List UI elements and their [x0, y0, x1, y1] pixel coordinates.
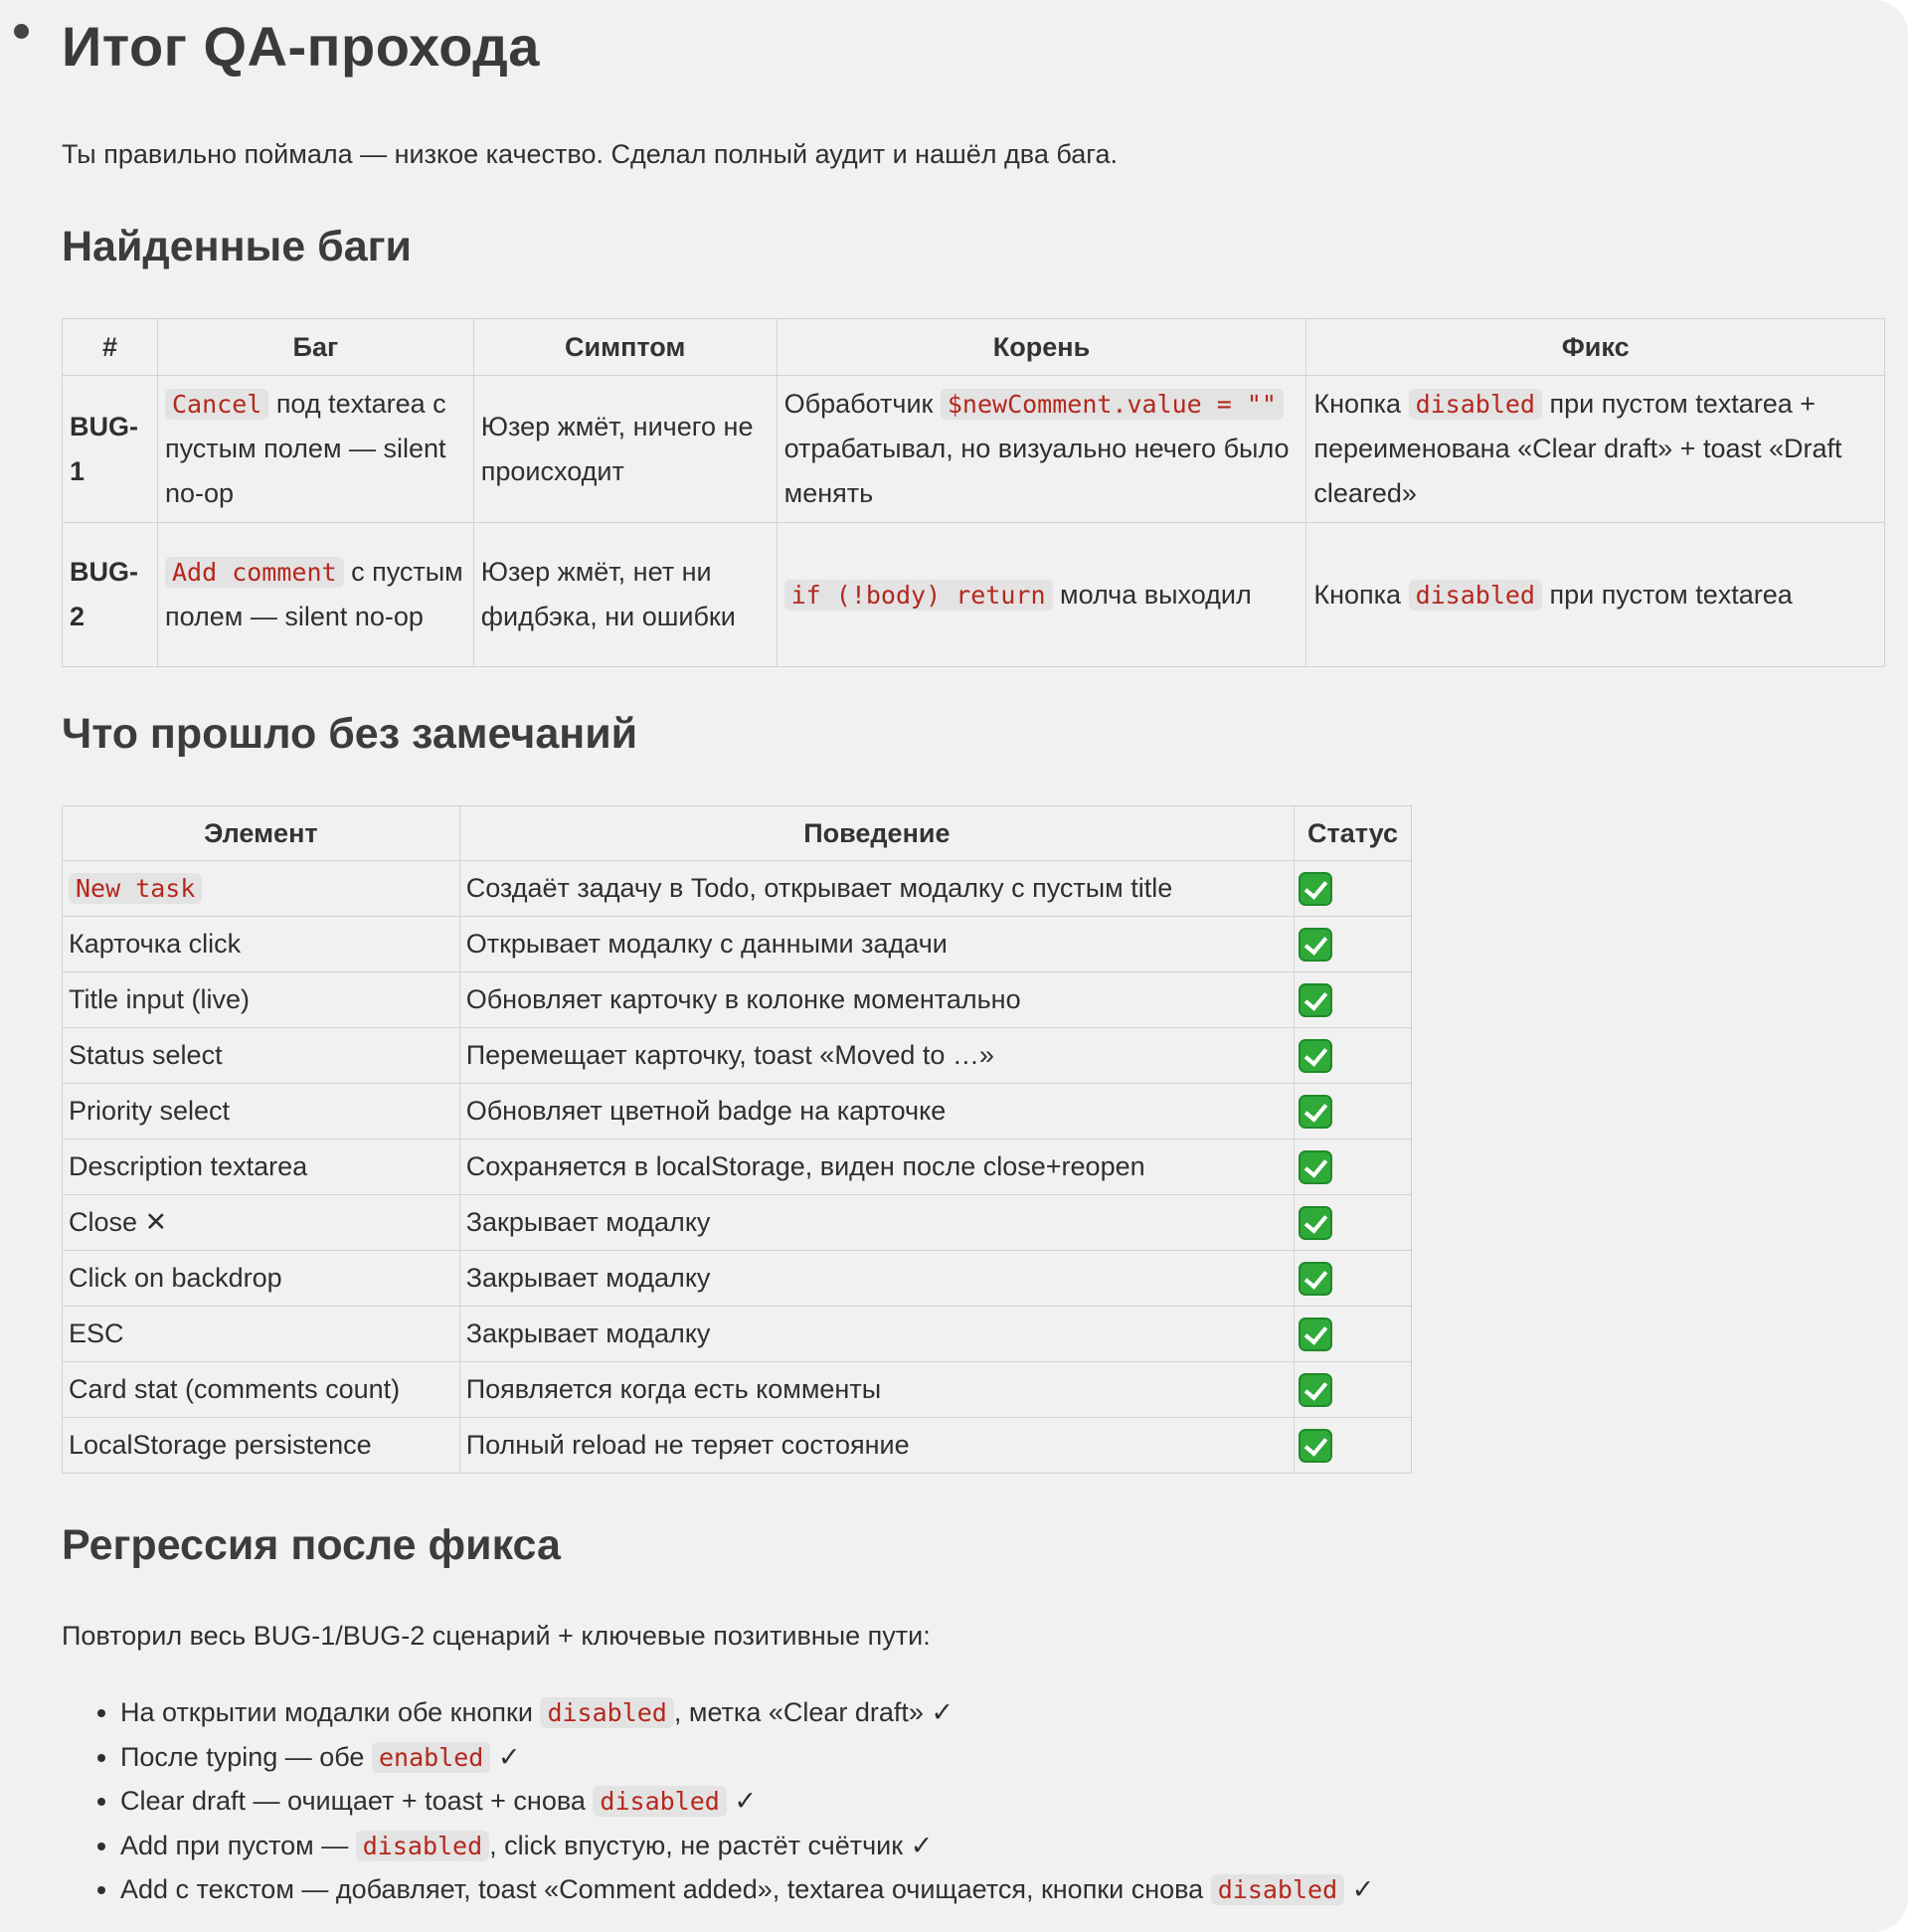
status-cell	[1295, 1084, 1412, 1140]
inline-code: disabled	[1409, 389, 1542, 420]
table-row	[63, 523, 1885, 667]
behavior-cell: Полный reload не теряет состояние	[459, 1418, 1294, 1474]
table-row	[63, 972, 1412, 1028]
status-cell	[1295, 1028, 1412, 1084]
header-cell: Элемент	[63, 806, 460, 861]
check-mark-icon	[1299, 1262, 1332, 1296]
check-mark-icon	[1299, 1429, 1332, 1463]
element-cell: Description textarea	[63, 1140, 460, 1195]
list-item-text: На открытии модалки обе кнопки	[120, 1697, 533, 1727]
list-item-text: После typing — обе	[120, 1741, 365, 1772]
root-text: Обработчик	[783, 389, 934, 419]
root-cell	[777, 376, 1306, 523]
check-mark-icon	[1299, 1039, 1332, 1073]
element-cell: Priority select	[63, 1084, 460, 1140]
element-cell: LocalStorage persistence	[63, 1418, 460, 1474]
behavior-cell: Закрывает модалку	[459, 1195, 1294, 1251]
behavior-cell: Закрывает модалку	[459, 1251, 1294, 1307]
behavior-cell: Появляется когда есть комменты	[459, 1362, 1294, 1418]
bug-text: с пустым полем — silent no-op	[164, 557, 463, 631]
header-cell: #	[63, 319, 158, 376]
element-cell: Title input (live)	[63, 972, 460, 1028]
fix-cell	[1306, 376, 1885, 523]
list-item	[120, 1779, 1374, 1824]
status-cell	[1295, 972, 1412, 1028]
bug-id: BUG-2	[63, 523, 158, 667]
list-item-text: ✓	[490, 1741, 521, 1772]
inline-code: New task	[69, 873, 202, 904]
inline-code: disabled	[1409, 580, 1542, 611]
bug-cell	[157, 376, 473, 523]
check-mark-icon	[1299, 1373, 1332, 1407]
inline-code: disabled	[593, 1786, 726, 1817]
header-cell: Симптом	[473, 319, 777, 376]
element-cell: Close ✕	[63, 1195, 460, 1251]
list-item-text: , метка «Clear draft» ✓	[673, 1697, 954, 1727]
symptom-cell: Юзер жмёт, нет ни фидбэка, ни ошибки	[473, 523, 777, 667]
list-item-text: Add при пустом —	[120, 1830, 349, 1860]
header-cell: Корень	[777, 319, 1306, 376]
behavior-cell: Обновляет карточку в колонке моментально	[459, 972, 1294, 1028]
list-item	[120, 1735, 1374, 1780]
status-cell	[1295, 1251, 1412, 1307]
check-mark-icon	[1299, 872, 1332, 906]
list-item	[120, 1824, 1374, 1868]
status-cell	[1295, 917, 1412, 972]
element-cell: Карточка click	[63, 917, 460, 972]
behavior-cell: Создаёт задачу в Todo, открывает модалку с пустым title	[459, 861, 1294, 917]
inline-code: disabled	[540, 1697, 673, 1728]
inline-code: enabled	[372, 1742, 490, 1773]
inline-code: disabled	[1211, 1874, 1344, 1905]
bug-cell	[157, 523, 473, 667]
list-item-text: Clear draft — очищает + toast + снова	[120, 1786, 586, 1816]
fix-text: Кнопка	[1313, 579, 1402, 610]
inline-code: $newComment.value = ""	[941, 389, 1284, 420]
table-row	[63, 376, 1885, 523]
regression-intro: Повторил весь BUG-1/BUG-2 сценарий + ключевые позитивные пути:	[62, 1621, 931, 1651]
passed-heading: Что прошло без замечаний	[62, 710, 638, 758]
status-cell	[1295, 1140, 1412, 1195]
element-cell: Status select	[63, 1028, 460, 1084]
element-cell: ESC	[63, 1307, 460, 1362]
list-item-text: Add с текстом — добавляет, toast «Comment added», textarea очищается, кнопки снова	[120, 1874, 1204, 1904]
table-row	[63, 1307, 1412, 1362]
header-cell: Статус	[1295, 806, 1412, 861]
root-text: молча выходил	[1060, 579, 1252, 610]
table-row	[63, 1362, 1412, 1418]
check-mark-icon	[1299, 928, 1332, 962]
header-cell: Фикс	[1306, 319, 1885, 376]
check-mark-icon	[1299, 983, 1332, 1017]
fix-text: при пустом textarea + переименована «Clear draft» + toast «Draft cleared»	[1313, 389, 1842, 508]
status-cell	[1295, 1362, 1412, 1418]
bullet-dot-icon	[14, 24, 29, 39]
table-row	[63, 1140, 1412, 1195]
check-mark-icon	[1299, 1095, 1332, 1129]
status-cell	[1295, 1418, 1412, 1474]
passed-table-header	[63, 806, 1412, 861]
regression-heading: Регрессия после фикса	[62, 1521, 561, 1569]
status-cell	[1295, 1195, 1412, 1251]
element-cell: Click on backdrop	[63, 1251, 460, 1307]
status-cell	[1295, 1307, 1412, 1362]
status-cell	[1295, 861, 1412, 917]
list-item	[120, 1867, 1374, 1912]
table-row	[63, 1418, 1412, 1474]
bugs-table	[62, 318, 1885, 667]
check-mark-icon	[1299, 1206, 1332, 1240]
fix-text: Кнопка	[1313, 389, 1402, 419]
behavior-cell: Открывает модалку с данными задачи	[459, 917, 1294, 972]
root-cell	[777, 523, 1306, 667]
element-cell	[63, 861, 460, 917]
behavior-cell: Сохраняется в localStorage, виден после close+reopen	[459, 1140, 1294, 1195]
fix-text: при пустом textarea	[1549, 579, 1793, 610]
header-cell: Баг	[157, 319, 473, 376]
fix-cell	[1306, 523, 1885, 667]
table-row	[63, 861, 1412, 917]
passed-table	[62, 805, 1412, 1474]
behavior-cell: Обновляет цветной badge на карточке	[459, 1084, 1294, 1140]
list-item	[120, 1690, 1374, 1735]
list-item-text: ✓	[1344, 1874, 1375, 1904]
bug-id: BUG-1	[63, 376, 158, 523]
inline-code: if (!body) return	[784, 580, 1053, 611]
regression-list	[62, 1690, 1374, 1912]
page-title: Итог QA-прохода	[62, 15, 540, 78]
list-item-text: ✓	[726, 1786, 757, 1816]
behavior-cell: Перемещает карточку, toast «Moved to …»	[459, 1028, 1294, 1084]
behavior-cell: Закрывает модалку	[459, 1307, 1294, 1362]
inline-code: Cancel	[165, 389, 268, 420]
bugs-heading: Найденные баги	[62, 223, 412, 270]
table-row	[63, 1084, 1412, 1140]
inline-code: Add comment	[165, 557, 344, 588]
root-text: отрабатывал, но визуально нечего было менять	[783, 434, 1290, 508]
check-mark-icon	[1299, 1317, 1332, 1351]
table-row	[63, 1028, 1412, 1084]
symptom-cell: Юзер жмёт, ничего не происходит	[473, 376, 777, 523]
table-row	[63, 917, 1412, 972]
table-row	[63, 1195, 1412, 1251]
list-item-text: , click впустую, не растёт счётчик ✓	[489, 1830, 934, 1860]
intro-text: Ты правильно поймала — низкое качество. Сделал полный аудит и нашёл два бага.	[62, 139, 1118, 169]
element-cell: Card stat (comments count)	[63, 1362, 460, 1418]
header-cell: Поведение	[459, 806, 1294, 861]
check-mark-icon	[1299, 1150, 1332, 1184]
table-row	[63, 1251, 1412, 1307]
bug-text: под textarea с пустым полем — silent no-op	[164, 389, 446, 508]
bugs-table-header	[63, 319, 1885, 376]
inline-code: disabled	[356, 1831, 489, 1861]
